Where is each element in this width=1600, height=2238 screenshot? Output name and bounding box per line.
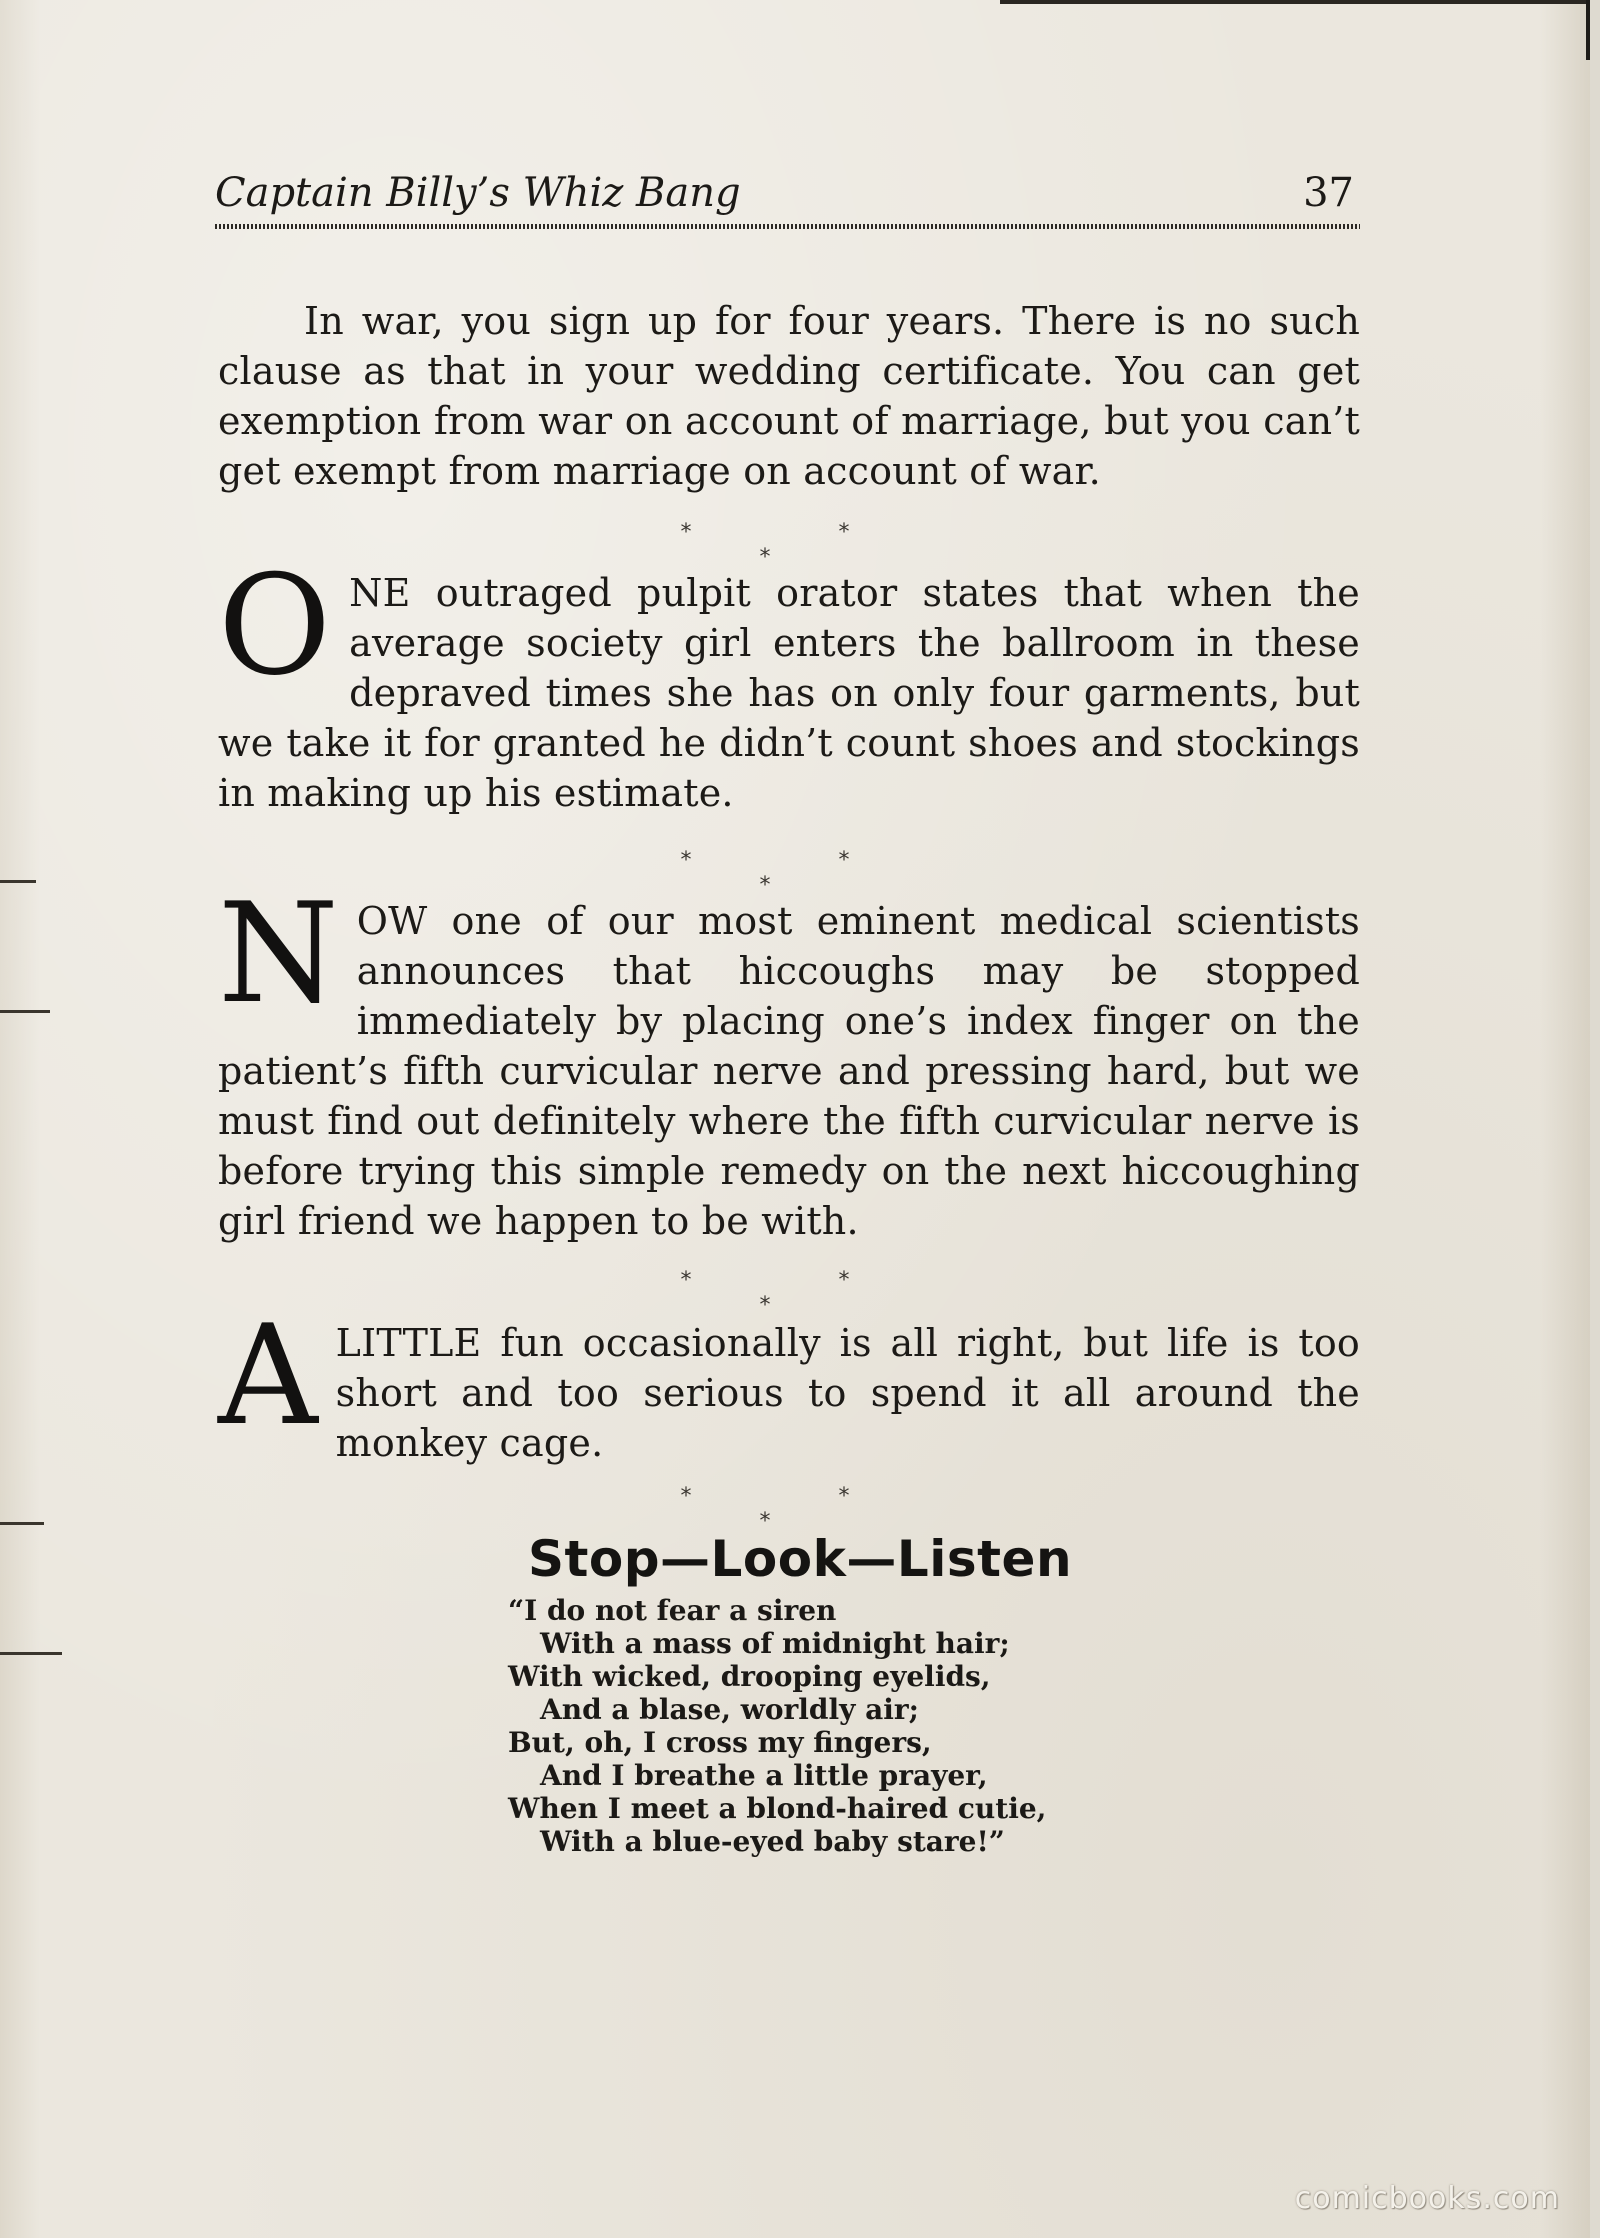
paragraph-hiccoughs <box>218 873 1360 1246</box>
poem-line: With wicked, drooping eyelids, <box>508 1660 991 1693</box>
separator-stars: * * * <box>680 1268 920 1318</box>
dropcap: O <box>218 545 332 706</box>
dropcap: N <box>218 873 339 1034</box>
poem-line: “I do not fear a siren <box>508 1594 837 1627</box>
paragraph-text: OW one of our most eminent medical scientists announces that hiccoughs may be stopped immediately by placing one’s index finger on the patient’s fifth curvicular nerve and pressing hard, but we must find out definitely where the fifth curvicular nerve is before trying this simple remedy on the next hiccoughing girl friend we happen to be with. <box>218 899 1360 1243</box>
page-top-edge-shadow <box>1000 0 1590 4</box>
dropcap: A <box>218 1295 318 1456</box>
watermark: comicbooks.com <box>1294 2181 1560 2216</box>
separator-stars: * * * <box>680 520 920 570</box>
paragraph-pulpit <box>218 545 1360 818</box>
page-number: 37 <box>1303 170 1354 216</box>
running-title: Captain Billy’s Whiz Bang <box>215 170 741 216</box>
poem <box>508 1594 1046 1858</box>
poem-line: With a blue-eyed baby stare!” <box>540 1825 1005 1858</box>
staple-mark <box>0 1010 50 1013</box>
header-rule <box>215 224 1360 229</box>
page-header <box>215 168 1360 222</box>
poem-title: Stop—Look—Listen <box>528 1530 1073 1588</box>
poem-line: But, oh, I cross my fingers, <box>508 1726 932 1759</box>
paragraph-text: LITTLE fun occasionally is all right, but life is too short and too serious to spend it all around the monkey cage. <box>335 1321 1360 1465</box>
poem-line: With a mass of midnight hair; <box>540 1627 1010 1660</box>
staple-mark <box>0 1522 44 1525</box>
paragraph-war: In war, you sign up for four years. There is no such clause as that in your wedding certificate. You can get exemption from war on account of marriage, but you can’t get exempt from marriage on account of war. <box>218 299 1360 493</box>
separator-stars: * * * <box>680 848 920 898</box>
paragraph-monkey-cage <box>218 1295 1360 1468</box>
poem-line: When I meet a blond-haired cutie, <box>508 1792 1047 1825</box>
paragraph-text: NE outraged pulpit orator states that when the average society girl enters the ballroom in these depraved times she has on only four garments, but we take it for granted he didn’t count shoes and stockings in making up his estimate. <box>218 571 1360 815</box>
poem-line: And I breathe a little prayer, <box>540 1759 988 1792</box>
page-right-edge-shadow <box>1586 0 1590 60</box>
poem-line: And a blase, worldly air; <box>540 1693 919 1726</box>
staple-mark <box>0 880 36 883</box>
staple-mark <box>0 1652 62 1655</box>
separator-stars: * * * <box>680 1484 920 1534</box>
